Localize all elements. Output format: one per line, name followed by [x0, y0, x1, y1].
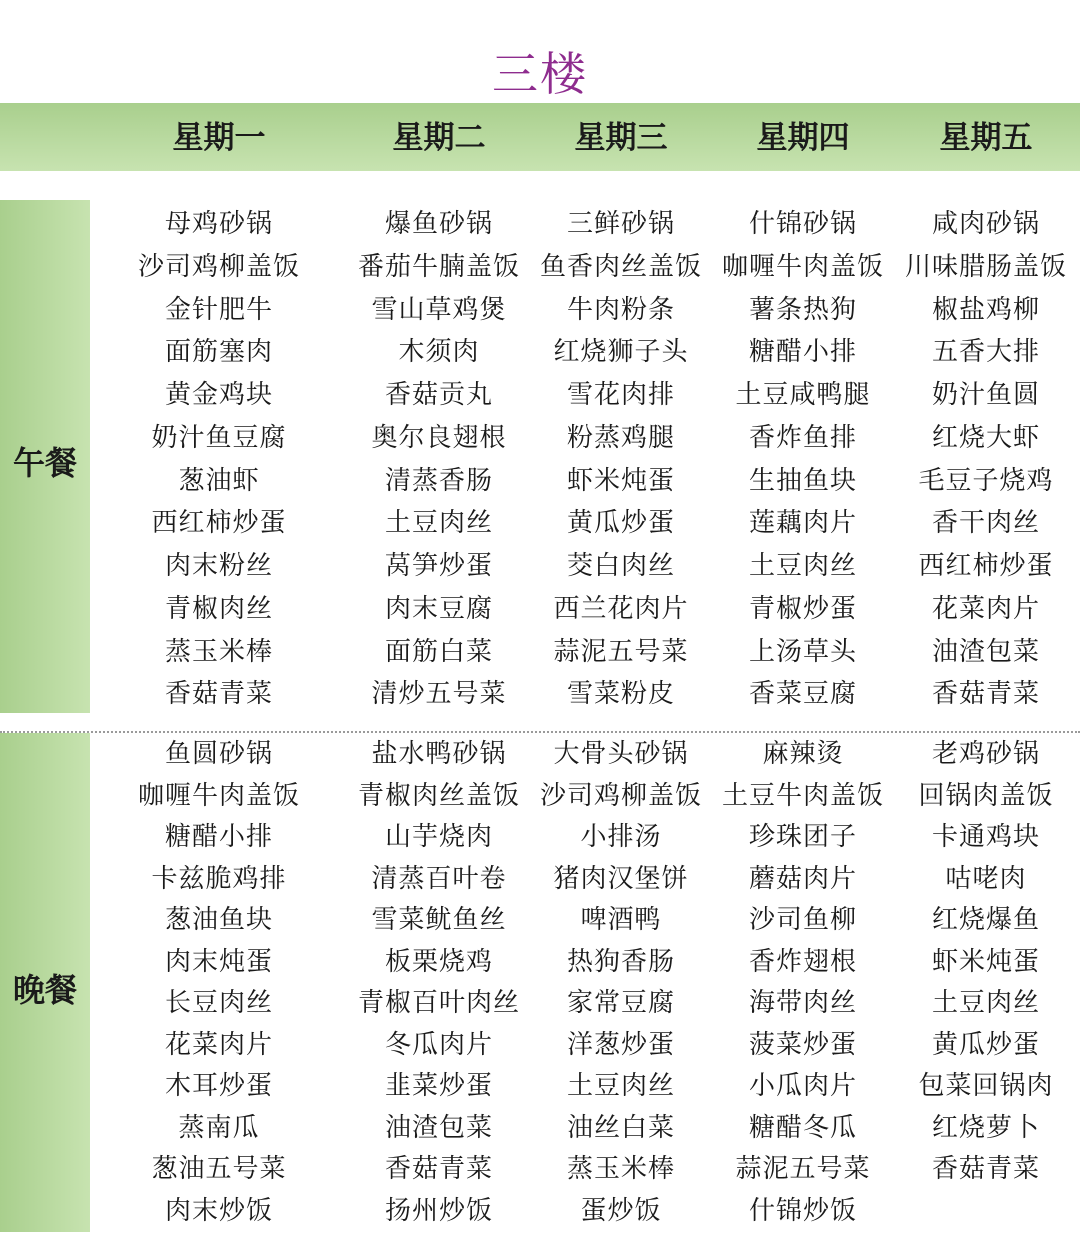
dish-item: 莴笋炒蛋: [384, 551, 493, 581]
dish-item: 肉末炒饭: [164, 1195, 273, 1226]
dish-item: 咖喱牛肉盖饭: [137, 780, 300, 811]
dinner-column-friday: [886, 734, 1080, 1191]
dish-item: 黄瓜炒蛋: [931, 1029, 1040, 1060]
dish-item: 韭菜炒蛋: [384, 1071, 493, 1101]
dinner-column-wednesday: [521, 734, 721, 1232]
dish-item: 番茄牛腩盖饭: [357, 251, 520, 282]
dinner-column-thursday: [703, 734, 903, 1232]
dish-item: 红烧爆鱼: [931, 905, 1040, 935]
lunch-column-monday: [119, 203, 319, 716]
dish-item: 椒盐鸡柳: [931, 294, 1040, 325]
header-tuesday: 星期二: [392, 120, 486, 156]
dish-item: 肉末粉丝: [164, 551, 273, 581]
dish-item: 香菇青菜: [931, 1154, 1040, 1184]
dish-item: 雪菜粉皮: [566, 679, 675, 710]
weekday-header: [0, 103, 1080, 171]
dish-item: 热狗香肠: [566, 946, 675, 977]
dish-item: 板栗烧鸡: [384, 946, 493, 977]
dish-item: 土豆肉丝: [566, 1071, 675, 1101]
dish-item: 香菜豆腐: [748, 679, 857, 710]
dish-item: 奶汁鱼豆腐: [151, 422, 287, 453]
dish-item: 山芋烧肉: [384, 822, 493, 852]
header-monday: 星期一: [172, 120, 266, 156]
dish-item: 香菇青菜: [164, 679, 273, 710]
dish-item: 小瓜肉片: [748, 1071, 857, 1101]
dish-item: 肉末炖蛋: [164, 946, 273, 977]
dish-item: 沙司鸡柳盖饭: [539, 780, 702, 811]
dish-item: 母鸡砂锅: [164, 209, 273, 239]
dish-item: 红烧萝卜: [931, 1112, 1040, 1143]
dish-item: 青椒肉丝盖饭: [357, 780, 520, 811]
dish-item: 西红柿炒蛋: [918, 551, 1054, 581]
dish-item: 虾米炖蛋: [566, 465, 675, 496]
dish-item: 木须肉: [398, 337, 480, 368]
dish-item: 菠菜炒蛋: [748, 1029, 857, 1060]
dish-item: 奶汁鱼圆: [931, 380, 1040, 410]
dish-item: 香干肉丝: [931, 508, 1040, 539]
dish-item: 油渣包菜: [931, 636, 1040, 667]
dish-item: 毛豆子烧鸡: [918, 465, 1054, 496]
dish-item: 面筋塞肉: [164, 337, 273, 368]
dish-item: 土豆牛肉盖饭: [721, 780, 884, 811]
dish-item: 牛肉粉条: [566, 294, 675, 325]
dish-item: 老鸡砂锅: [931, 739, 1040, 769]
dish-item: 黄金鸡块: [164, 380, 273, 410]
dish-item: 土豆肉丝: [384, 508, 493, 539]
dish-item: 薯条热狗: [748, 294, 857, 325]
dish-item: 海带肉丝: [748, 988, 857, 1018]
dish-item: 茭白肉丝: [566, 551, 675, 581]
dish-item: 麻辣烫: [762, 739, 844, 769]
dish-item: 川味腊肠盖饭: [904, 251, 1067, 282]
dish-item: 糖醋小排: [748, 337, 857, 368]
page-title: 三楼: [492, 47, 588, 101]
dish-item: 蒸玉米棒: [566, 1154, 675, 1184]
dish-item: 雪花肉排: [566, 380, 675, 410]
dish-item: 盐水鸭砂锅: [371, 739, 507, 769]
dish-item: 洋葱炒蛋: [566, 1029, 675, 1060]
dish-item: 沙司鸡柳盖饭: [137, 251, 300, 282]
dish-item: 蛋炒饭: [580, 1195, 662, 1226]
dish-item: 黄瓜炒蛋: [566, 508, 675, 539]
dish-item: 香炸翅根: [748, 946, 857, 977]
dish-item: 花菜肉片: [164, 1029, 273, 1060]
dish-item: 小排汤: [580, 822, 662, 852]
dish-item: 土豆肉丝: [931, 988, 1040, 1018]
dinner-column-monday: [119, 734, 319, 1232]
dish-item: 清蒸百叶卷: [371, 863, 507, 894]
dish-item: 面筋白菜: [384, 636, 493, 667]
dish-item: 金针肥牛: [164, 294, 273, 325]
dish-item: 鱼圆砂锅: [164, 739, 273, 769]
dish-item: 包菜回锅肉: [918, 1071, 1054, 1101]
dish-item: 青椒百叶肉丝: [357, 988, 520, 1018]
lunch-column-friday: [886, 203, 1080, 716]
dish-item: 卡通鸡块: [931, 822, 1040, 852]
dish-item: 奥尔良翅根: [371, 422, 507, 453]
dish-item: 沙司鱼柳: [748, 905, 857, 935]
dish-item: 鱼香肉丝盖饭: [539, 251, 702, 282]
dish-item: 糖醋小排: [164, 822, 273, 852]
dish-item: 香菇青菜: [931, 679, 1040, 710]
dish-item: 香炸鱼排: [748, 422, 857, 453]
meal-divider: [0, 731, 1080, 733]
dish-item: 长豆肉丝: [164, 988, 273, 1018]
dish-item: 青椒肉丝: [164, 593, 273, 624]
dish-item: 啤酒鸭: [580, 905, 662, 935]
dish-item: 咸肉砂锅: [931, 209, 1040, 239]
dish-item: 肉末豆腐: [384, 593, 493, 624]
dish-item: 大骨头砂锅: [553, 739, 689, 769]
dish-item: 土豆咸鸭腿: [735, 380, 871, 410]
dinner-label: 晚餐: [12, 971, 77, 1009]
dish-item: 蒸玉米棒: [164, 636, 273, 667]
dish-item: 土豆肉丝: [748, 551, 857, 581]
dish-item: 西红柿炒蛋: [151, 508, 287, 539]
dish-item: 莲藕肉片: [748, 508, 857, 539]
dinner-column-tuesday: [339, 734, 539, 1232]
dish-item: 咕咾肉: [945, 863, 1027, 894]
dish-item: 香菇青菜: [384, 1154, 493, 1184]
dish-item: 红烧大虾: [931, 422, 1040, 453]
dish-item: 蒸南瓜: [178, 1112, 260, 1143]
dish-item: 清蒸香肠: [384, 465, 493, 496]
dish-item: 香菇贡丸: [384, 380, 493, 410]
dish-item: 上汤草头: [748, 636, 857, 667]
dish-item: 什锦砂锅: [748, 209, 857, 239]
dish-item: 五香大排: [931, 337, 1040, 368]
dish-item: 红烧狮子头: [553, 337, 689, 368]
dish-item: 西兰花肉片: [553, 593, 689, 624]
dish-item: 虾米炖蛋: [931, 946, 1040, 977]
dish-item: 木耳炒蛋: [164, 1071, 273, 1101]
dish-item: 蘑菇肉片: [748, 863, 857, 894]
dish-item: 家常豆腐: [566, 988, 675, 1018]
lunch-column-wednesday: [521, 203, 721, 716]
dinner-sidebar: [0, 733, 90, 1232]
dish-item: 雪山草鸡煲: [371, 294, 507, 325]
dish-item: 清炒五号菜: [371, 679, 507, 710]
dish-item: 卡兹脆鸡排: [151, 863, 287, 894]
lunch-column-tuesday: [339, 203, 539, 716]
dish-item: 葱油五号菜: [151, 1154, 287, 1184]
dish-item: 葱油虾: [178, 465, 260, 496]
dish-item: 粉蒸鸡腿: [566, 422, 675, 453]
dish-item: 油丝白菜: [566, 1112, 675, 1143]
dish-item: 扬州炒饭: [384, 1195, 493, 1226]
header-thursday: 星期四: [756, 120, 850, 156]
dish-item: 蒜泥五号菜: [553, 636, 689, 667]
lunch-sidebar: [0, 200, 90, 713]
lunch-column-thursday: [703, 203, 903, 716]
dish-item: 油渣包菜: [384, 1112, 493, 1143]
header-friday: 星期五: [939, 120, 1033, 156]
dish-item: 花菜肉片: [931, 593, 1040, 624]
dish-item: 三鲜砂锅: [566, 209, 675, 239]
dish-item: 雪菜鱿鱼丝: [371, 905, 507, 935]
dish-item: 珍珠团子: [748, 822, 857, 852]
dish-item: 猪肉汉堡饼: [553, 863, 689, 894]
dish-item: 什锦炒饭: [748, 1195, 857, 1226]
dish-item: 回锅肉盖饭: [918, 780, 1054, 811]
dish-item: 糖醋冬瓜: [748, 1112, 857, 1143]
dish-item: 葱油鱼块: [164, 905, 273, 935]
lunch-label: 午餐: [12, 444, 77, 482]
dish-item: 爆鱼砂锅: [384, 209, 493, 239]
dish-item: 咖喱牛肉盖饭: [721, 251, 884, 282]
dish-item: 生抽鱼块: [748, 465, 857, 496]
dish-item: 蒜泥五号菜: [735, 1154, 871, 1184]
dish-item: 青椒炒蛋: [748, 593, 857, 624]
dish-item: 冬瓜肉片: [384, 1029, 493, 1060]
header-wednesday: 星期三: [574, 120, 668, 156]
